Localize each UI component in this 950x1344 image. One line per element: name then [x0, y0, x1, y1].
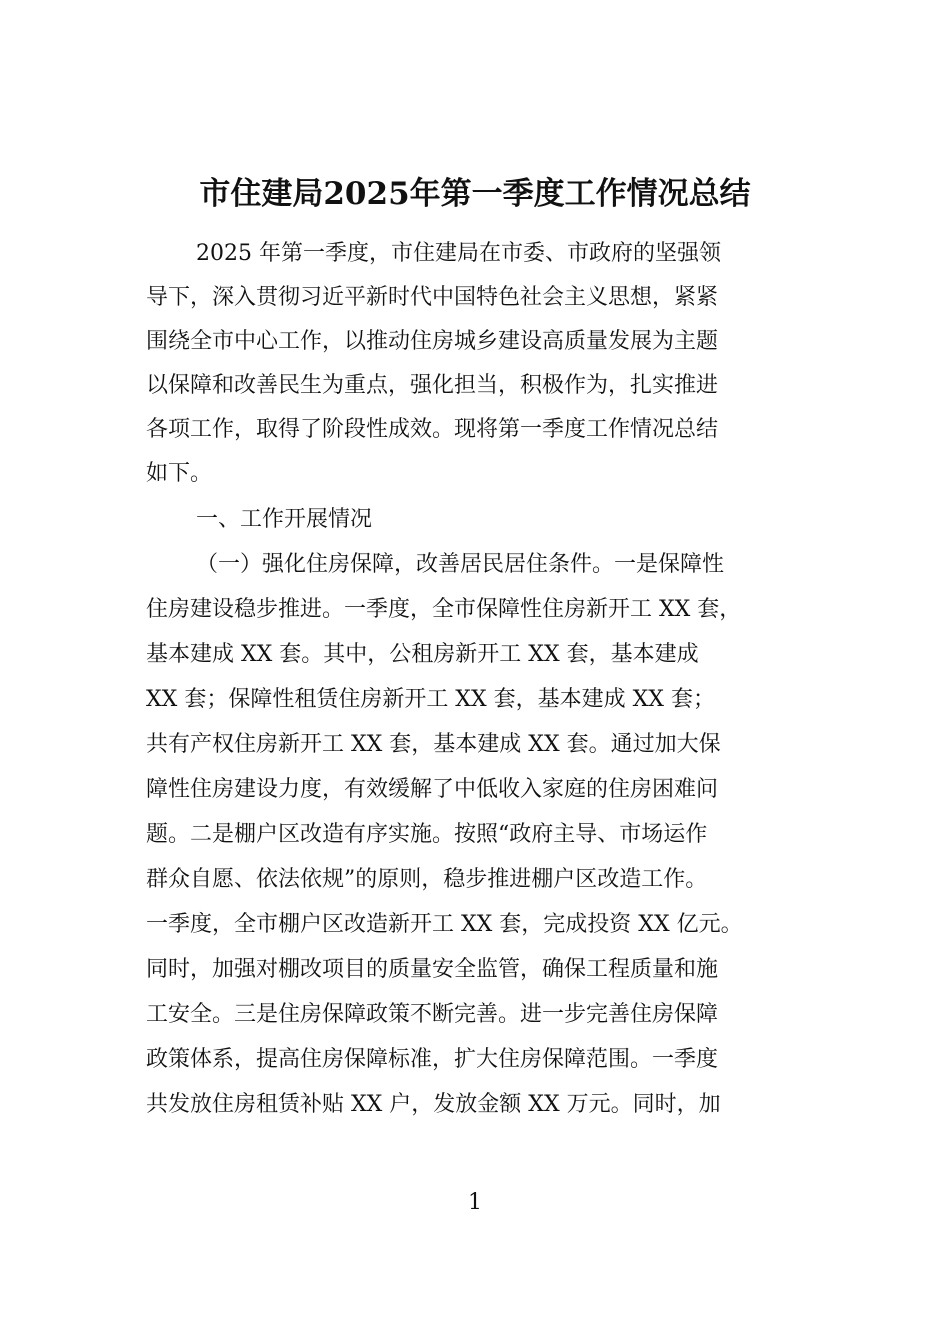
- body-line-2: 住房建设稳步推进。一季度，全市保障性住房新开工 XX 套，: [146, 597, 742, 622]
- document-title: 市住建局2025年第一季度工作情况总结: [199, 176, 751, 212]
- body-line-6: 障性住房建设力度，有效缓解了中低收入家庭的住房困难问: [146, 777, 719, 802]
- page-number: 1: [468, 1190, 482, 1215]
- intro-line-2: 导下，深入贯彻习近平新时代中国特色社会主义思想，紧紧: [146, 285, 719, 310]
- body-line-3: 基本建成 XX 套。其中，公租房新开工 XX 套，基本建成: [146, 642, 699, 667]
- body-line-1: （一）强化住房保障，改善居民居住条件。一是保障性: [196, 552, 725, 577]
- body-line-10: 同时，加强对棚改项目的质量安全监管，确保工程质量和施: [146, 957, 719, 982]
- intro-line-3: 围绕全市中心工作，以推动住房城乡建设高质量发展为主题: [146, 329, 719, 354]
- body-line-4: XX 套；保障性租赁住房新开工 XX 套，基本建成 XX 套；: [146, 687, 715, 712]
- section-heading: 一、工作开展情况: [196, 507, 373, 532]
- intro-line-6: 如下。: [146, 461, 213, 486]
- body-line-12: 政策体系，提高住房保障标准，扩大住房保障范围。一季度: [146, 1047, 719, 1072]
- intro-line-5: 各项工作，取得了阶段性成效。现将第一季度工作情况总结: [146, 417, 719, 442]
- intro-line-4: 以保障和改善民生为重点，强化担当，积极作为，扎实推进: [146, 373, 719, 398]
- body-line-13: 共发放住房租赁补贴 XX 户，发放金额 XX 万元。同时，加: [146, 1092, 721, 1117]
- body-line-7: 题。二是棚户区改造有序实施。按照“政府主导、市场运作: [146, 822, 708, 847]
- body-line-11: 工安全。三是住房保障政策不断完善。进一步完善住房保障: [146, 1002, 719, 1027]
- body-line-5: 共有产权住房新开工 XX 套，基本建成 XX 套。通过加大保: [146, 732, 721, 757]
- body-line-9: 一季度，全市棚户区改造新开工 XX 套，完成投资 XX 亿元。: [146, 912, 743, 937]
- intro-line-1: 2025 年第一季度，市住建局在市委、市政府的坚强领: [196, 241, 721, 266]
- body-line-8: 群众自愿、依法依规”的原则，稳步推进棚户区改造工作。: [146, 867, 708, 892]
